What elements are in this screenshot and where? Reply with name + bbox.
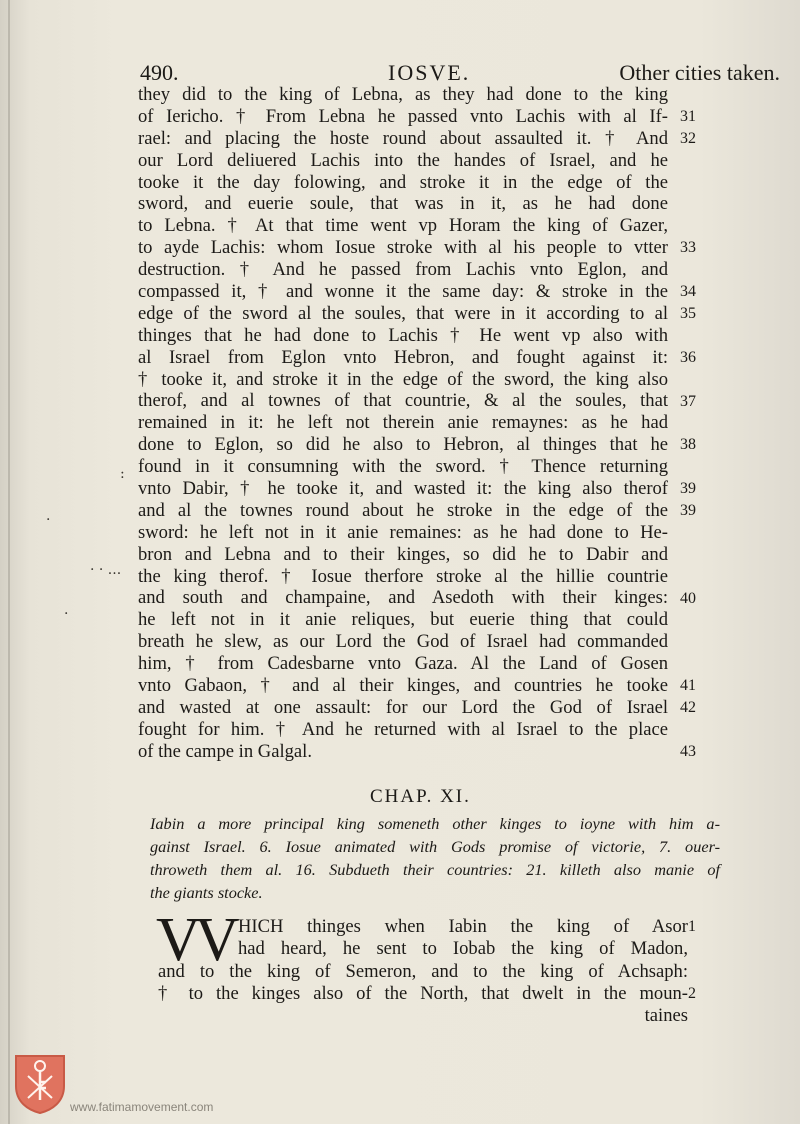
- text-line: taines: [644, 1005, 688, 1027]
- verse-number: 35: [680, 305, 696, 322]
- text-line: destruction. † And he passed from Lachis vnto Eglon, and: [138, 259, 668, 281]
- text-line: found in it consumning with the sword. † Thence returning: [138, 456, 668, 478]
- text-line: of Iericho. † From Lebna he passed vnto Lachis with al If-: [138, 105, 668, 127]
- papal-keys-shield-icon: [14, 1052, 66, 1114]
- verse-number: 43: [680, 743, 696, 760]
- text-line: fought for him. † And he returned with al Israel to the place: [138, 718, 668, 740]
- text-line: to ayde Lachis: whom Iosue stroke with al his people to vtter: [138, 237, 668, 259]
- text-line: remained in it: he left not therein anie remaynes: as he had: [138, 412, 668, 434]
- verse-number: 39: [680, 480, 696, 498]
- text-line: Iabin a more principal king someneth other kinges to ioyne with him a-: [150, 814, 720, 833]
- text-line: edge of the sword al the soules, that were in it according to al: [138, 302, 668, 324]
- text-line: they did to the king of Lebna, as they had done to the king: [138, 84, 668, 105]
- chapter-text: [158, 916, 688, 1027]
- page-gutter-edge: [8, 0, 10, 1124]
- text-line: and wasted at one assault: for our Lord the God of Israel: [138, 696, 668, 718]
- verse-number: 34: [680, 283, 696, 301]
- text-line: vnto Gabaon, † and al their kinges, and countries he tooke: [138, 675, 668, 697]
- book-title: IOSVE.: [388, 60, 471, 85]
- drop-initial: VV: [156, 906, 234, 974]
- text-line: compassed it, † and wonne it the same day: & stroke in the: [138, 281, 668, 303]
- verse-number: 40: [680, 589, 696, 607]
- text-line: vnto Dabir, † he tooke it, and wasted it: the king also therof: [138, 478, 668, 500]
- text-line: gainst Israel. 6. Iosue animated with Gods promise of victorie, 7. ouer-: [150, 837, 720, 856]
- verse-number: 38: [680, 436, 696, 454]
- text-line: he left not in it anie reliques, but euerie thing that could: [138, 609, 668, 631]
- text-line: therof, and al townes of that countrie, & al the soules, that: [138, 390, 668, 412]
- running-title: Other cities taken.: [619, 60, 780, 85]
- page-number: 490.: [140, 60, 179, 85]
- verse-number: 41: [680, 677, 696, 695]
- text-line: the king therof. † Iosue therfore stroke al the hillie countrie: [138, 565, 668, 587]
- text-line: and to the king of Semeron, and to the king of Achsaph:: [158, 960, 688, 982]
- verse-number: 2: [688, 984, 696, 1002]
- text-line: sword: he left not in it anie remaines: as he had done to He-: [138, 521, 668, 543]
- verse-number: 31: [680, 107, 696, 125]
- text-line: had heard, he sent to Iobab the king of Madon,: [238, 938, 688, 960]
- verse-number: 42: [680, 699, 696, 717]
- text-line: our Lord deliuered Lachis into the handes of Israel, and he: [138, 149, 668, 171]
- verse-number: 32: [680, 129, 696, 147]
- text-line: † to the kinges also of the North, that dwelt in the moun-: [158, 982, 688, 1004]
- website-link[interactable]: www.fatimamovement.com: [70, 1100, 214, 1114]
- text-line: and south and champaine, and Asedoth with their kinges:: [138, 587, 668, 609]
- text-line: thinges that he had done to Lachis † He went vp also with: [138, 324, 668, 346]
- text-line: throweth them al. 16. Subdueth their countries: 21. killeth also manie of: [150, 860, 720, 879]
- text-line: HICH thinges when Iabin the king of Asor: [238, 916, 688, 937]
- chapter-summary: [150, 812, 720, 904]
- text-line: tooke it the day folowing, and stroke it in the edge of the: [138, 171, 668, 193]
- text-line: rael: and placing the hoste round about assaulted it. † And: [138, 127, 668, 149]
- text-line: † tooke it, and stroke it in the edge of the sword, the king also: [138, 368, 668, 390]
- chapter-heading: CHAP. XI.: [370, 786, 471, 807]
- verse-number: 39: [680, 502, 696, 520]
- text-line: of the campe in Galgal.: [138, 740, 312, 762]
- verse-number: 36: [680, 348, 696, 366]
- body-text: [138, 84, 668, 763]
- text-line: him, † from Cadesbarne vnto Gaza. Al the Land of Gosen: [138, 653, 668, 675]
- text-line: bron and Lebna and to their kinges, so did he to Dabir and: [138, 543, 668, 565]
- text-line: and al the townes round about he stroke in the edge of the: [138, 499, 668, 521]
- text-line: al Israel from Eglon vnto Hebron, and fought against it:: [138, 346, 668, 368]
- text-line: sword, and euerie soule, that was in it, as he had done: [138, 193, 668, 215]
- text-line: to Lebna. † At that time went vp Horam the king of Gazer,: [138, 215, 668, 237]
- text-line: the giants stocke.: [150, 883, 263, 902]
- text-line: breath he slew, as our Lord the God of Israel had commanded: [138, 631, 668, 653]
- scanned-page: 490. IOSVE. Other cities taken. they did to the king of Lebna, as they had done to the king of Iericho. † From Lebna he passed vnto Lachis with al If- rael: and placing the hoste round about assaulted it. † And our Lord deliuered Lachis into the handes of Israel, and he tooke it the day folowing, and stroke it in the edge of the sword, and euerie soule, that was in it, as he had done to Lebna. † At that time went vp Horam the king of Gazer, to ayde Lachis: whom Iosue stroke with al his people to vtter destruction. † And he passed from Lachis vnto Eglon, and compassed it, † and wonne it the same day: & stroke in the edge of the sword al the soules, that were in it according to al thinges that he had done to Lachis † He went vp also with al Israel from Eglon vnto Hebron, and fought against it: † tooke it, and stroke it in the edge of the sword, the king also therof, and al townes of that countrie, & al the soules, that remained in it: he left not therein anie remaynes: as he had done to Eglon, so did he also to Hebron, al thinges that he found in it consumning with the sword. † Thence returning vnto Dabir, † he tooke it, and wasted it: the king also therof and al the townes round about he stroke in the edge of the sword: he left not in it anie remaines: as he had done to He- bron and Lebna and to their kinges, so did he to Dabir and the king therof. † Iosue therfore stroke al the hillie countrie and south and champaine, and Asedoth with their kinges: he left not in it anie reliques, but euerie thing that could breath he slew, as our Lord the God of Israel had commanded him, † from Cadesbarne vnto Gaza. Al the Land of Gosen vnto Gabaon, † and al their kinges, and countries he tooke and wasted at one assault: for our Lord the God of Israel fought for him. † And he returned with al Israel to the place of the campe in Galgal. 31 32 33 34 35 36 37 38 39 39 40 41 42 43 CHAP. XI. Iabin a more principal king someneth other kinges to ioyne with him a- gainst Israel. 6. Iosue animated with Gods promise of victorie, 7. ouer- throweth them al. 16. Subdueth their countries: 21. killeth also manie of the giants stocke. VV HICH thinges when Iabin the king of Asor had heard, he sent to Iobab the king of Madon, and to the king of Semeron, and to the king of Achsaph: † to the kinges also of the North, that dwelt in the moun- taines 1 2 : · · · · ... www.fatimamovement.com: [0, 0, 800, 1124]
- verse-number: 33: [680, 239, 696, 257]
- verse-number: 37: [680, 392, 696, 410]
- text-line: done to Eglon, so did he also to Hebron, al thinges that he: [138, 434, 668, 456]
- verse-number: 1: [688, 918, 696, 935]
